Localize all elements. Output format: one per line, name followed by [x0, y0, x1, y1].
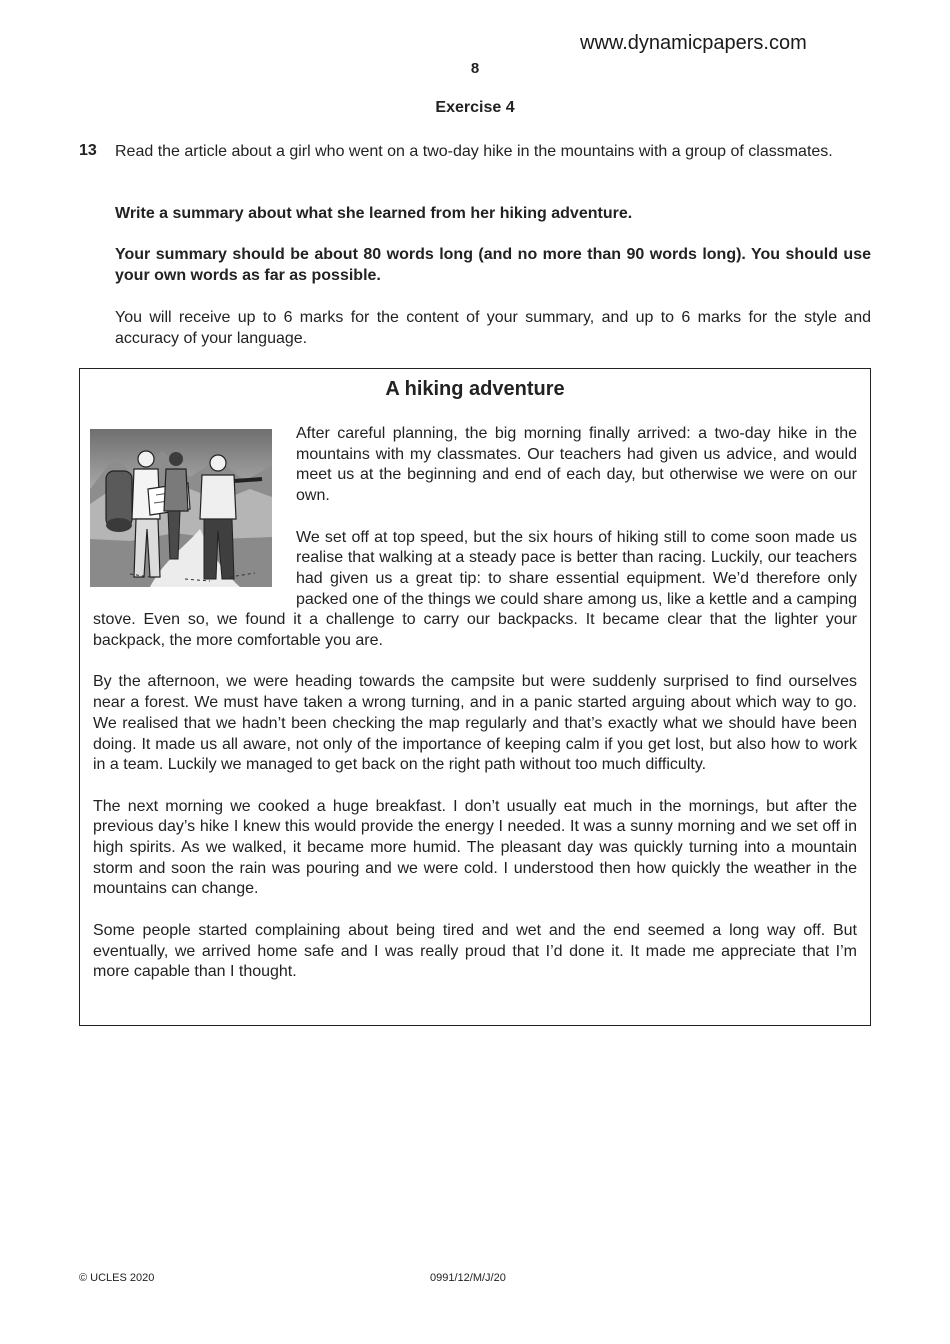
- article-box: [79, 368, 871, 1026]
- article-title: A hiking adventure: [385, 378, 565, 400]
- question-marks-info: You will receive up to 6 marks for the content of your summary, and up to 6 marks for the style and accuracy of your language.: [115, 309, 871, 347]
- question-intro: Read the article about a girl who went on a two-day hike in the mountains with a group of classmates.: [115, 143, 833, 160]
- site-url[interactable]: www.dynamicpapers.com: [580, 32, 807, 54]
- footer-copyright: © UCLES 2020: [79, 1272, 155, 1284]
- article-paragraph: By the afternoon, we were heading towards the campsite but were suddenly surprised to find ourselves near a forest. We must have taken a wrong turning, and in a panic started arguing about which way to go. We realised that we hadn’t been checking the map regularly and that’s exactly what we should have been doing. It made us all aware, not only of the importance of keeping calm if you get lost, but also how to work in a team. Luckily we managed to get back on the right path without too much difficulty.: [93, 673, 857, 774]
- article-paragraph: We set off at top speed, but the six hours of hiking still to come soon made us realise that walking at a steady pace is better than racing. Luckily, our teachers had given us a great tip: to share essential equipment. We’d therefore only packed one of the things we could share among us, like a kettle and a camping stove. Even so, we found it a challenge to carry our backpacks. It became clear that the lighter your backpack, the more comfortable you are.: [93, 528, 857, 650]
- footer-paper-code: 0991/12/M/J/20: [430, 1272, 506, 1284]
- exercise-heading: Exercise 4: [435, 99, 515, 116]
- article-paragraph: After careful planning, the big morning finally arrived: a two-day hike in the mountains with my classmates. Our teachers had given us advice, and would meet us at the beginning and end of each day, but otherwise we were on our own.: [296, 425, 857, 505]
- question-length-instruction: Your summary should be about 80 words long (and no more than 90 words long). You should use your own words as far as possible.: [115, 246, 871, 284]
- question-task: Write a summary about what she learned from her hiking adventure.: [115, 205, 633, 222]
- article-paragraph: Some people started complaining about being tired and wet and the end seemed a long way off. But eventually, we arrived home safe and I was really proud that I’d done it. It made me appreciate that I’m more capable than I thought.: [93, 921, 857, 981]
- hikers-with-map-icon: [90, 429, 272, 587]
- question-number: 13: [79, 142, 97, 159]
- page-number: 8: [470, 60, 480, 77]
- article-body: [93, 424, 857, 1004]
- article-paragraph: The next morning we cooked a huge breakfast. I don’t usually eat much in the mornings, but after the previous day’s hike I knew this would provide the energy I needed. It was a sunny morning and we set off in high spirits. As we walked, it became more humid. The pleasant day was quickly turning into a mountain storm and soon the rain was pouring and we were cold. I understood then how quickly the weather in the mountains can change.: [93, 797, 857, 898]
